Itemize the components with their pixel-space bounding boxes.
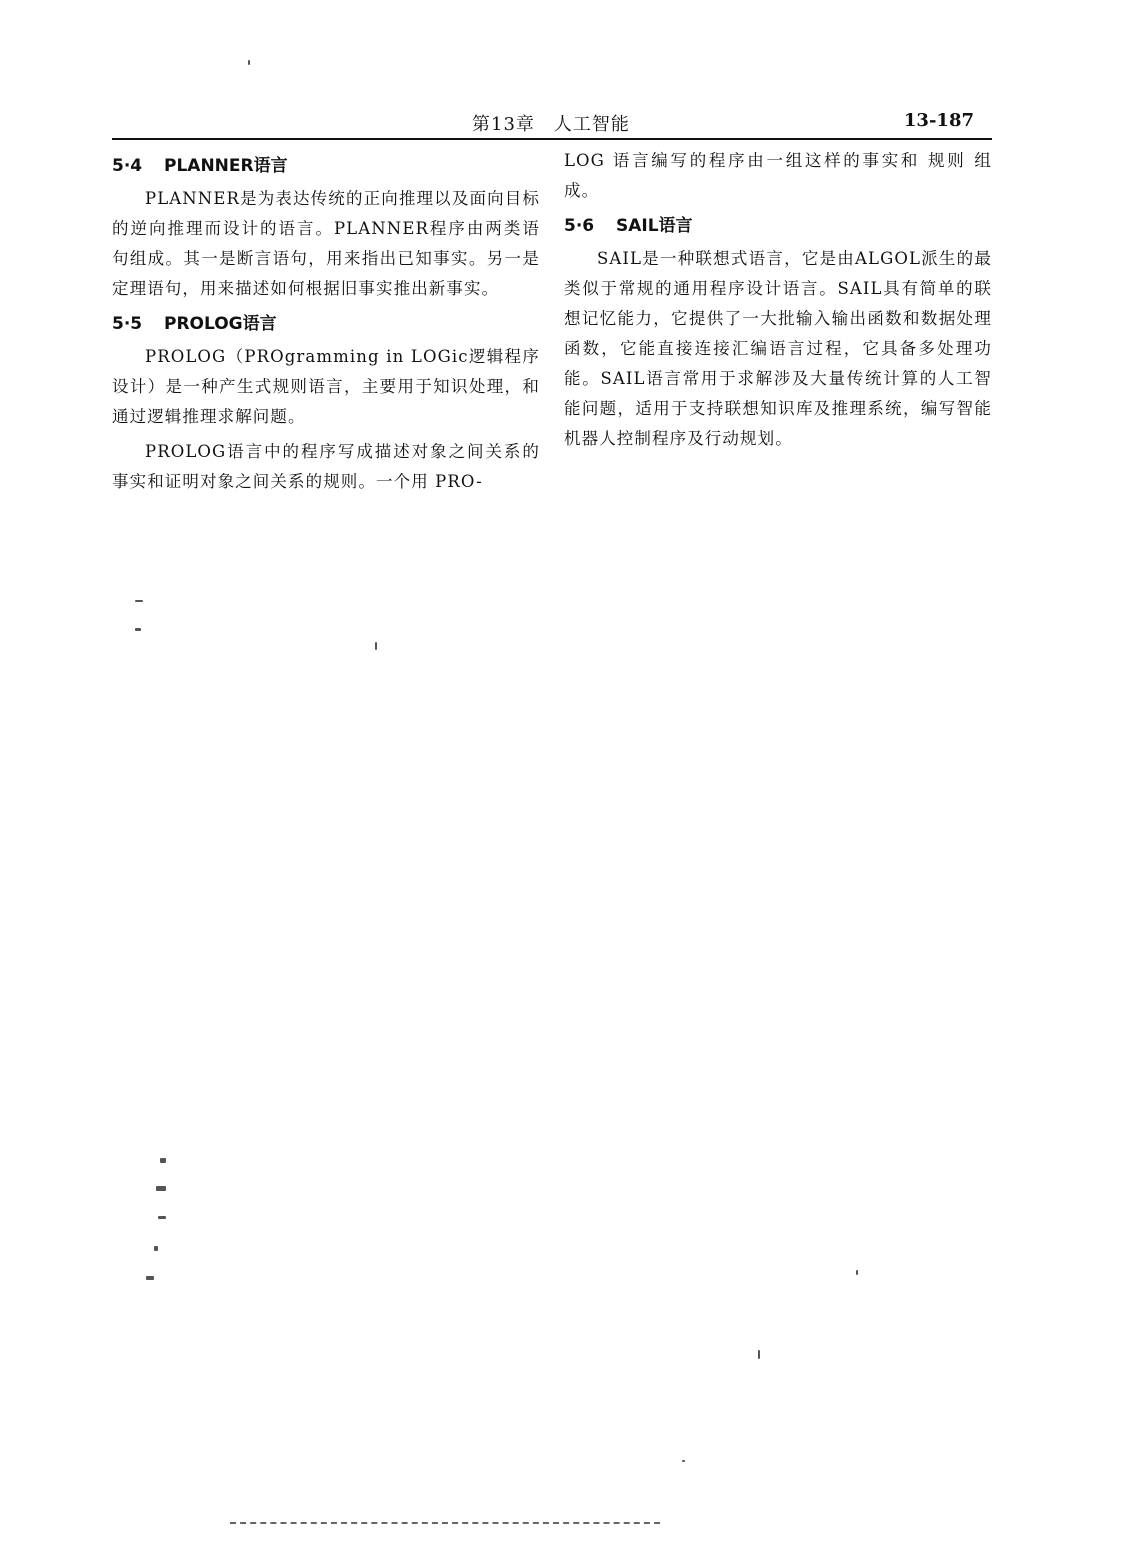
section-title: PLANNER语言 (164, 156, 288, 176)
section-heading-5-6 (564, 212, 992, 240)
section-number: 5·6 (564, 216, 595, 236)
right-column (564, 146, 992, 459)
scan-speck (856, 1270, 858, 1275)
chapter-title: 第13章 人工智能 (472, 114, 630, 135)
section-heading-5-5 (112, 310, 540, 338)
paragraph-sail: SAIL是一种联想式语言，它是由ALGOL派生的最类似于常规的通用程序设计语言。SAIL具有简单的联想记忆能力，它提供了一大批输入输出函数和数据处理函数，它能直接连接汇编语言过程，它具备多处理功能。SAIL语言常用于求解涉及大量传统计算的人工智能问题，适用于支持联想知识库及推理系统，编写智能机器人控制程序及行动规划。 (564, 249, 992, 448)
page-number: 13-187 (903, 110, 974, 131)
scan-speck (158, 1216, 166, 1219)
section-title: PROLOG语言 (164, 314, 277, 334)
scan-speck (154, 1246, 158, 1251)
section-number: 5·4 (112, 156, 143, 176)
scan-smudge-line (230, 1522, 660, 1524)
scan-speck (156, 1186, 166, 1191)
paragraph-prolog-continued: LOG 语言编写的程序由一组这样的事实和 规则 组成。 (564, 151, 992, 200)
section-heading-5-4 (112, 152, 540, 180)
left-column (112, 146, 540, 502)
scan-speck (758, 1350, 760, 1359)
scan-speck (375, 642, 377, 650)
scan-speck (160, 1158, 166, 1163)
scan-speck (135, 628, 141, 631)
scan-speck (135, 600, 143, 602)
scan-speck (146, 1276, 154, 1280)
section-number: 5·5 (112, 314, 143, 334)
scan-speck (248, 60, 250, 65)
running-header (112, 108, 992, 140)
paragraph-planner: PLANNER是为表达传统的正向推理以及面向目标的逆向推理而设计的语言。PLANNER程序由两类语句组成。其一是断言语句，用来指出已知事实。另一是定理语句，用来描述如何根据旧事实推出新事实。 (112, 189, 540, 298)
paragraph-prolog-1: PROLOG（PROgramming in LOGic逻辑程序设计）是一种产生式规则语言，主要用于知识处理，和通过逻辑推理求解问题。 (112, 347, 540, 426)
section-title: SAIL语言 (616, 216, 693, 236)
paragraph-prolog-2: PROLOG语言中的程序写成描述对象之间关系的事实和证明对象之间关系的规则。一个用 PRO- (112, 442, 540, 491)
scan-speck (682, 1460, 685, 1462)
